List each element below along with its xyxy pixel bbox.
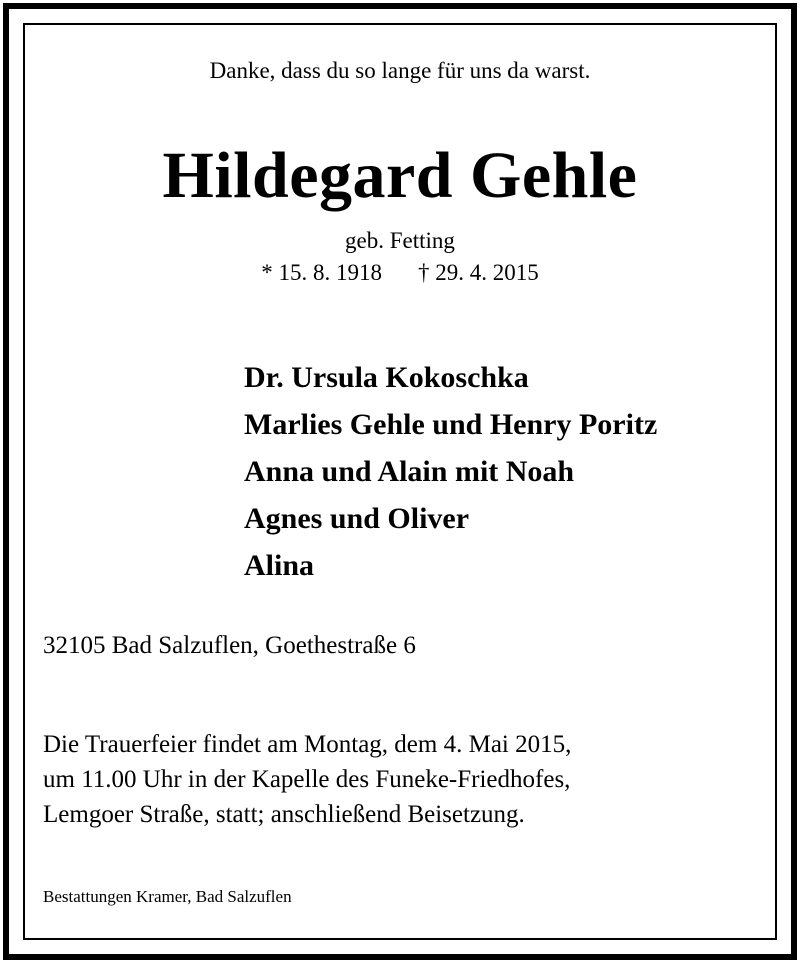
motto-text: Danke, dass du so lange für uns da warst.: [209, 58, 591, 83]
maiden-name: geb. Fetting: [345, 228, 455, 253]
life-dates: [0, 258, 800, 288]
deceased-name: Hildegard Gehle: [162, 139, 638, 212]
address-text: 32105 Bad Salzuflen, Goethestraße 6: [43, 632, 416, 659]
service-notice: [43, 727, 571, 832]
mourner-name: Marlies Gehle und Henry Poritz: [244, 408, 658, 441]
mourner-name: Dr. Ursula Kokoschka: [244, 361, 529, 394]
service-line: Die Trauerfeier findet am Montag, dem 4. Mai 2015,: [43, 731, 572, 758]
death-date: † 29. 4. 2015: [418, 260, 539, 285]
undertaker-text: Bestattungen Kramer, Bad Salzuflen: [43, 887, 292, 906]
service-line: Lemgoer Straße, statt; anschließend Beisetzung.: [43, 801, 525, 828]
mourner-name: Alina: [244, 549, 315, 582]
mourners-list: [244, 354, 657, 589]
service-line: um 11.00 Uhr in der Kapelle des Funeke-Friedhofes,: [43, 766, 571, 793]
mourner-name: Agnes und Oliver: [244, 502, 470, 535]
mourner-name: Anna und Alain mit Noah: [244, 455, 575, 488]
birth-date: * 15. 8. 1918: [261, 260, 382, 285]
